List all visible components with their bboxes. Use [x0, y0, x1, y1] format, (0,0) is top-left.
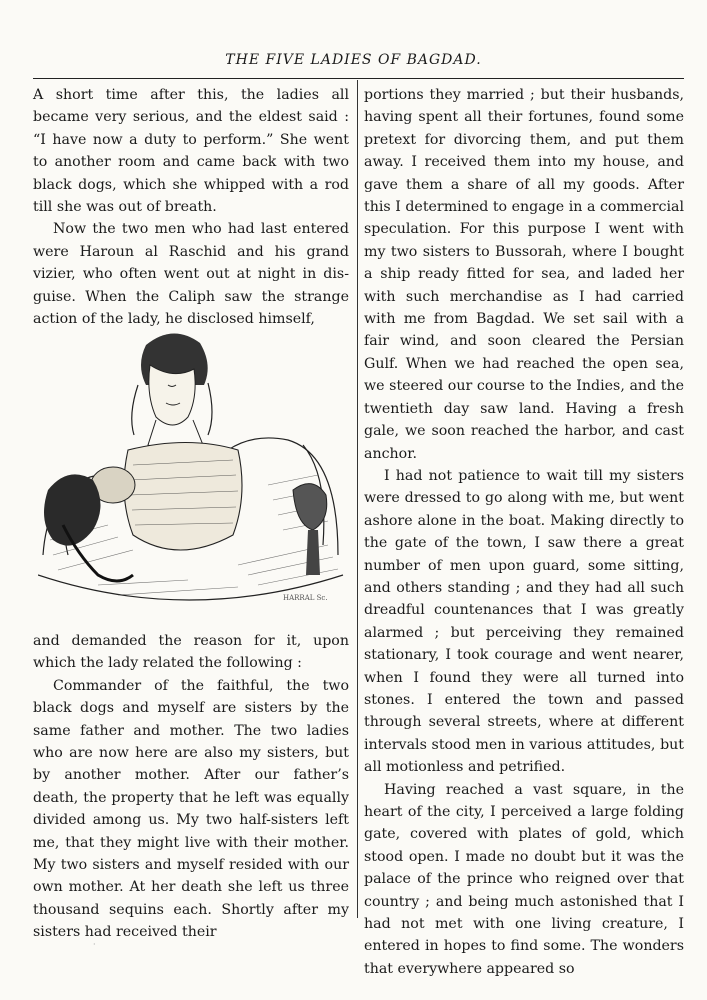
- header-rule: [33, 78, 684, 79]
- page-speck: ·: [93, 940, 96, 949]
- left-column-bottom: [33, 630, 349, 944]
- running-header: THE FIVE LADIES OF BAGDAD.: [225, 52, 482, 68]
- engraving-lady-with-dogs-icon: [38, 325, 348, 615]
- paragraph: Now the two men who had last entered were Haroun al Raschid and his grand vizier, who often went out at night in disguise. When the Caliph saw the strange action of the lady, he disclosed himself,: [33, 221, 349, 328]
- paragraph: and demanded the reason for it, upon which the lady related the following :: [33, 633, 349, 672]
- engraver-signature: HARRAL Sc.: [283, 594, 328, 602]
- paragraph: I had not patience to wait till my sisters were dressed to go along with me, but went ashore alone in the boat. Making directly to the gate of the town, I saw there a great number of men upon guard, some sitting, and others standing ; and they had all such dreadful countenances that I was greatly alarmed ; but perceiving they remained stationary, I took courage and went nearer, when I found they were all turned into stones. I entered the town and passed through several streets, where at different intervals stood men in various attitudes, but all motionless and petrified.: [364, 467, 684, 776]
- paragraph: Having reached a vast square, in the heart of the city, I perceived a large folding gate, covered with plates of gold, which stood open. I made no doubt but it was the palace of the prince who reigned over that country ; and being much astonished that I had not met with one living creature, I entered in hopes to find some. The wonders that everywhere appeared so: [364, 781, 684, 977]
- paragraph: Commander of the faithful, the two black dogs and myself are sisters by the same father and mother. The two ladies who are now here are also my sisters, but by another mother. After our father’s death, the property that he left was equally divided among us. My two half-sisters left me, that they might live with their mother. My two sisters and myself resided with our own mother. At her death she left us three thousand sequins each. Shortly after my sisters had received their: [33, 677, 349, 941]
- paragraph: A short time after this, the ladies all became very serious, and the eldest said : “I have now a duty to perform.” She went to another room and came back with two black dogs, which she whipped with a rod till she was out of breath.: [33, 87, 349, 216]
- illustration: [38, 325, 348, 615]
- right-column: [364, 84, 684, 980]
- left-column-top: [33, 84, 349, 330]
- paragraph: portions they married ; but their husbands, having spent all their fortunes, found some pretext for divorcing them, and put them away. I received them into my house, and gave them a share of all my goods. After this I determined to engage in a commercial speculation. For this purpose I went with my two sisters to Bussorah, where I bought a ship ready fitted for sea, and laded her with such merchandise as I had carried with me from Bagdad. We set sail with a fair wind, and soon cleared the Persian Gulf. When we had reached the open sea, we steered our course to the Indies, and the twentieth day saw land. Having a fresh gale, we soon reached the harbor, and cast anchor.: [364, 87, 684, 462]
- column-divider: [357, 80, 358, 918]
